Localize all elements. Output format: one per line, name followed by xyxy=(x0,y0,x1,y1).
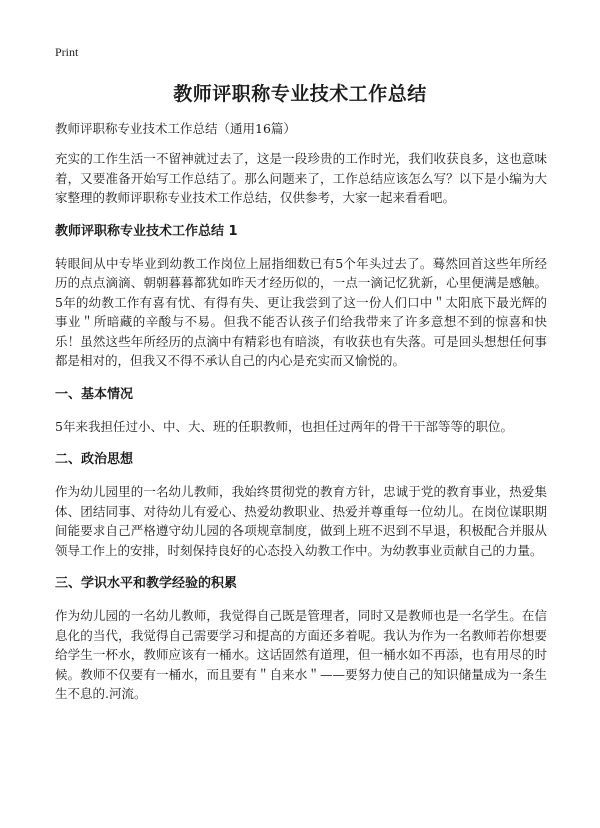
article-heading: 教师评职称专业技术工作总结 1 xyxy=(55,223,238,239)
section-paragraph-teaching: 作为幼儿园的一名幼儿教师，我觉得自己既是管理者，同时又是教师也是一名学生。在信息化的当代，我觉得自己需要学习和提高的方面还多着呢。我认为作为一名教师若你想要给学生一杯水，教师应该有一桶水。这话固然有道理，但一桶水如不再添，也有用尽的时候。教师不仅要有一桶水，而且要有＂自来水＂——要努力使自己的知识储量成为一条生生不息的.河流。 xyxy=(55,608,547,701)
section-paragraph-basic-info: 5年来我担任过小、中、大、班的任职教师，也担任过两年的骨干干部等等的职位。 xyxy=(55,418,513,434)
section-paragraph-politics: 作为幼儿园里的一名幼儿教师，我始终贯彻党的教育方针，忠诚于党的教育事业，热爱集体、团结同事、对待幼儿有爱心、热爱幼教职业、热爱并尊重每一位幼儿。在岗位谋职期间能要求自己严格遵守幼儿园的各项规章制度，做到上班不迟到不早退，积极配合并服从领导工作上的安排，时刻保持良好的心态投入幼教工作中。为幼教事业贡献自己的力量。 xyxy=(55,484,547,558)
document-body xyxy=(55,119,547,718)
article-paragraph: 转眼间从中专毕业到幼教工作岗位上屈指细数已有5个年头过去了。蓦然回首这些年所经历的点点滴滴、朝朝暮暮都犹如昨天才经历似的，一点一滴记忆犹新，心里便满是感触。5年的幼教工作有喜有忧、有得有失、更让我尝到了这一份人们口中＂太阳底下最光辉的事业＂所暗藏的辛酸与不易。但我不能否认孩子们给我带来了许多意想不到的惊喜和快乐！虽然这些年所经历的点滴中有精彩也有暗淡，有收获也有失落。可是回头想想任何事都是相对的，但我又不得不承认自己的内心是充实而又愉悦的。 xyxy=(55,255,547,368)
document-subtitle: 教师评职称专业技术工作总结（通用16篇） xyxy=(55,121,296,136)
page-title: 教师评职称专业技术工作总结 xyxy=(173,83,427,105)
section-heading-basic-info: 一、基本情况 xyxy=(55,386,134,402)
section-heading-politics: 二、政治思想 xyxy=(55,452,134,467)
intro-paragraph: 充实的工作生活一不留神就过去了，这是一段珍贵的工作时光，我们收获良多，这也意味着，又要准备开始写工作总结了。那么问题来了，工作总结应该怎么写？以下是小编为大家整理的教师评职称专业技术工作总结，仅供参考，大家一起来看看吧。 xyxy=(55,151,547,205)
section-heading-teaching: 三、学识水平和教学经验的积累 xyxy=(55,576,238,591)
print-link[interactable]: Print xyxy=(55,45,79,59)
